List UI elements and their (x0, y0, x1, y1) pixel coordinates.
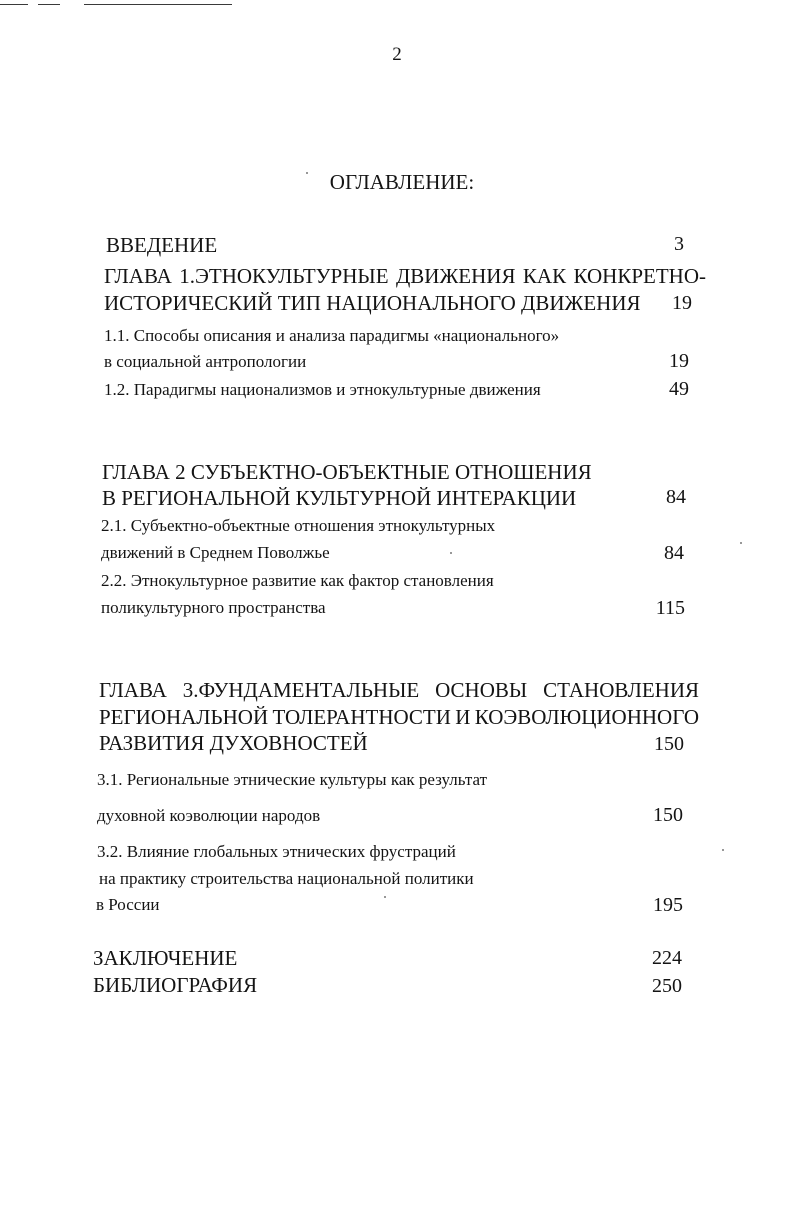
scan-speck (450, 552, 452, 554)
section-2-1-line1: 2.1. Субъектно-объектные отношения этнокультурных (101, 516, 496, 535)
scan-rule (38, 4, 60, 5)
section-2-2-line1: 2.2. Этнокультурное развитие как фактор становления (101, 571, 494, 590)
scan-speck (722, 849, 724, 851)
chapter1-title-line2: ИСТОРИЧЕСКИЙ ТИП НАЦИОНАЛЬНОГО ДВИЖЕНИЯ (104, 291, 641, 315)
section-1-1-line1: 1.1. Способы описания и анализа парадигмы «национального» (104, 326, 560, 345)
section-2-1-page: 84 (664, 542, 684, 564)
scan-rule (0, 4, 28, 5)
section-2-2-line2: поликультурного пространства (101, 598, 326, 617)
chapter3-title-line3: РАЗВИТИЯ ДУХОВНОСТЕЙ (99, 731, 368, 755)
scan-rule (84, 4, 232, 5)
section-3-1-page: 150 (653, 804, 683, 826)
chapter2-page: 84 (666, 486, 686, 508)
page-number: 2 (392, 44, 402, 65)
section-2-2-page: 115 (655, 597, 685, 619)
section-1-1-line2: в социальной антропологии (104, 352, 307, 371)
section-3-2-page: 195 (653, 894, 683, 916)
scan-speck (306, 172, 308, 174)
section-1-1-page: 19 (669, 350, 689, 372)
toc-intro-page: 3 (674, 233, 684, 255)
section-3-2-line2: на практику строительства национальной политики (99, 869, 474, 888)
section-3-2-line1: 3.2. Влияние глобальных этнических фрустраций (97, 842, 456, 861)
scan-speck (740, 542, 742, 544)
chapter1-title-line1: ГЛАВА 1.ЭТНОКУЛЬТУРНЫЕ ДВИЖЕНИЯ КАК КОНКРЕТНО- (104, 264, 706, 288)
chapter1-page: 19 (672, 292, 692, 314)
section-1-2-page: 49 (669, 378, 689, 400)
chapter2-title-line2: В РЕГИОНАЛЬНОЙ КУЛЬТУРНОЙ ИНТЕРАКЦИИ (102, 486, 577, 510)
scan-speck (384, 896, 386, 898)
toc-bibliography-page: 250 (652, 975, 682, 997)
section-3-2-line3: в России (96, 895, 160, 914)
section-3-1-line1: 3.1. Региональные этнические культуры как результат (97, 770, 487, 789)
toc-conclusion-page: 224 (652, 947, 682, 969)
chapter3-title-line1: ГЛАВА 3.ФУНДАМЕНТАЛЬНЫЕ ОСНОВЫ СТАНОВЛЕНИЯ (99, 678, 699, 702)
chapter3-title-line2: РЕГИОНАЛЬНОЙ ТОЛЕРАНТНОСТИ И КОЭВОЛЮЦИОННОГО (99, 705, 699, 729)
section-2-1-line2: движений в Среднем Поволжье (101, 543, 330, 562)
chapter2-title-line1: ГЛАВА 2 СУБЪЕКТНО-ОБЪЕКТНЫЕ ОТНОШЕНИЯ (102, 460, 592, 484)
toc-bibliography-title: БИБЛИОГРАФИЯ (93, 973, 258, 997)
toc-conclusion-title: ЗАКЛЮЧЕНИЕ (93, 946, 238, 970)
toc-intro-title: ВВЕДЕНИЕ (106, 233, 218, 257)
section-3-1-line2: духовной коэволюции народов (97, 806, 321, 825)
toc-title: ОГЛАВЛЕНИЕ: (329, 170, 475, 194)
section-1-2-line1: 1.2. Парадигмы национализмов и этнокультурные движения (104, 380, 541, 399)
chapter3-page: 150 (654, 733, 684, 755)
